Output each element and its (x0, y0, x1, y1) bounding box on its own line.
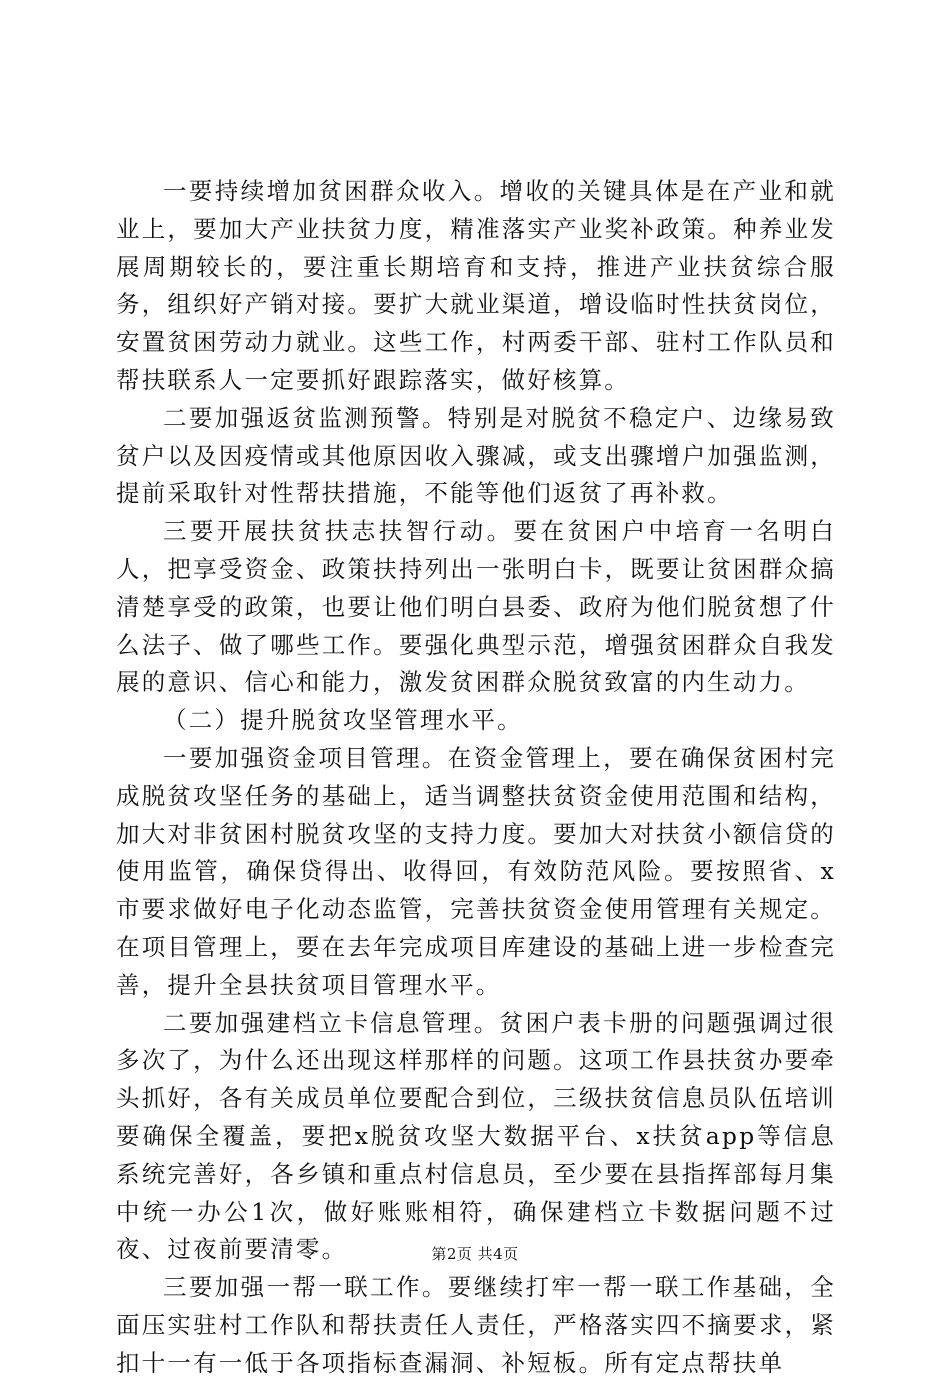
paragraph-pairing-assistance: 三要加强一帮一联工作。要继续打牢一帮一联工作基础，全面压实驻村工作队和帮扶责任人责任，严格落实四不摘要求，紧扣十一有一低于各项指标查漏洞、补短板。所有定点帮扶单 (116, 1273, 836, 1377)
paragraph-aspiration-action: 三要开展扶贫扶志扶智行动。要在贫困户中培育一名明白人，把享受资金、政策扶持列出一张明白卡，既要让贫困群众搞清楚享受的政策，也要让他们明白县委、政府为他们脱贫想了什么法子、做了哪些工作。要强化典型示范，增强贫困群众自我发展的意识、信心和能力，激发贫困群众脱贫致富的内生动力。 (116, 517, 836, 697)
paragraph-fund-project-management: 一要加强资金项目管理。在资金管理上，要在确保贫困村完成脱贫攻坚任务的基础上，适当调整扶贫资金使用范围和结构，加大对非贫困村脱贫攻坚的支持力度。要加大对扶贫小额信贷的使用监管，确保贷得出、收得回，有效防范风险。要按照省、x市要求做好电子化动态监管，完善扶贫资金使用管理有关规定。在项目管理上，要在去年完成项目库建设的基础上进一步检查完善，提升全县扶贫项目管理水平。 (116, 743, 836, 999)
paragraph-increase-income: 一要持续增加贫困群众收入。增收的关键具体是在产业和就业上，要加大产业扶贫力度，精准落实产业奖补政策。种养业发展周期较长的，要注重长期培育和支持，推进产业扶贫综合服务，组织好产销对接。要扩大就业渠道，增设临时性扶贫岗位，安置贫困劳动力就业。这些工作，村两委干部、驻村工作队员和帮扶联系人一定要抓好跟踪落实，做好核算。 (116, 177, 836, 394)
section-heading-management: （二）提升脱贫攻坚管理水平。 (163, 706, 523, 735)
page-footer (0, 1244, 950, 1264)
page-number: 第2页 共4页 (431, 1245, 519, 1263)
paragraph-monitoring-warning: 二要加强返贫监测预警。特别是对脱贫不稳定户、边缘易致贫户以及因疫情或其他原因收入骤减，或支出骤增户加强监测，提前采取针对性帮扶措施，不能等他们返贫了再补救。 (116, 403, 836, 508)
document-body (116, 173, 836, 1383)
paragraph-registration-info: 二要加强建档立卡信息管理。贫困户表卡册的问题强调过很多次了，为什么还出现这样那样的问题。这项工作县扶贫办要牵头抓好，各有关成员单位要配合到位，三级扶贫信息员队伍培训要确保全覆盖，要把x脱贫攻坚大数据平台、x扶贫app等信息系统完善好，各乡镇和重点村信息员，至少要在县指挥部每月集中统一办公1次，做好账账相符，确保建档立卡数据问题不过夜、过夜前要清零。 (116, 1008, 836, 1264)
